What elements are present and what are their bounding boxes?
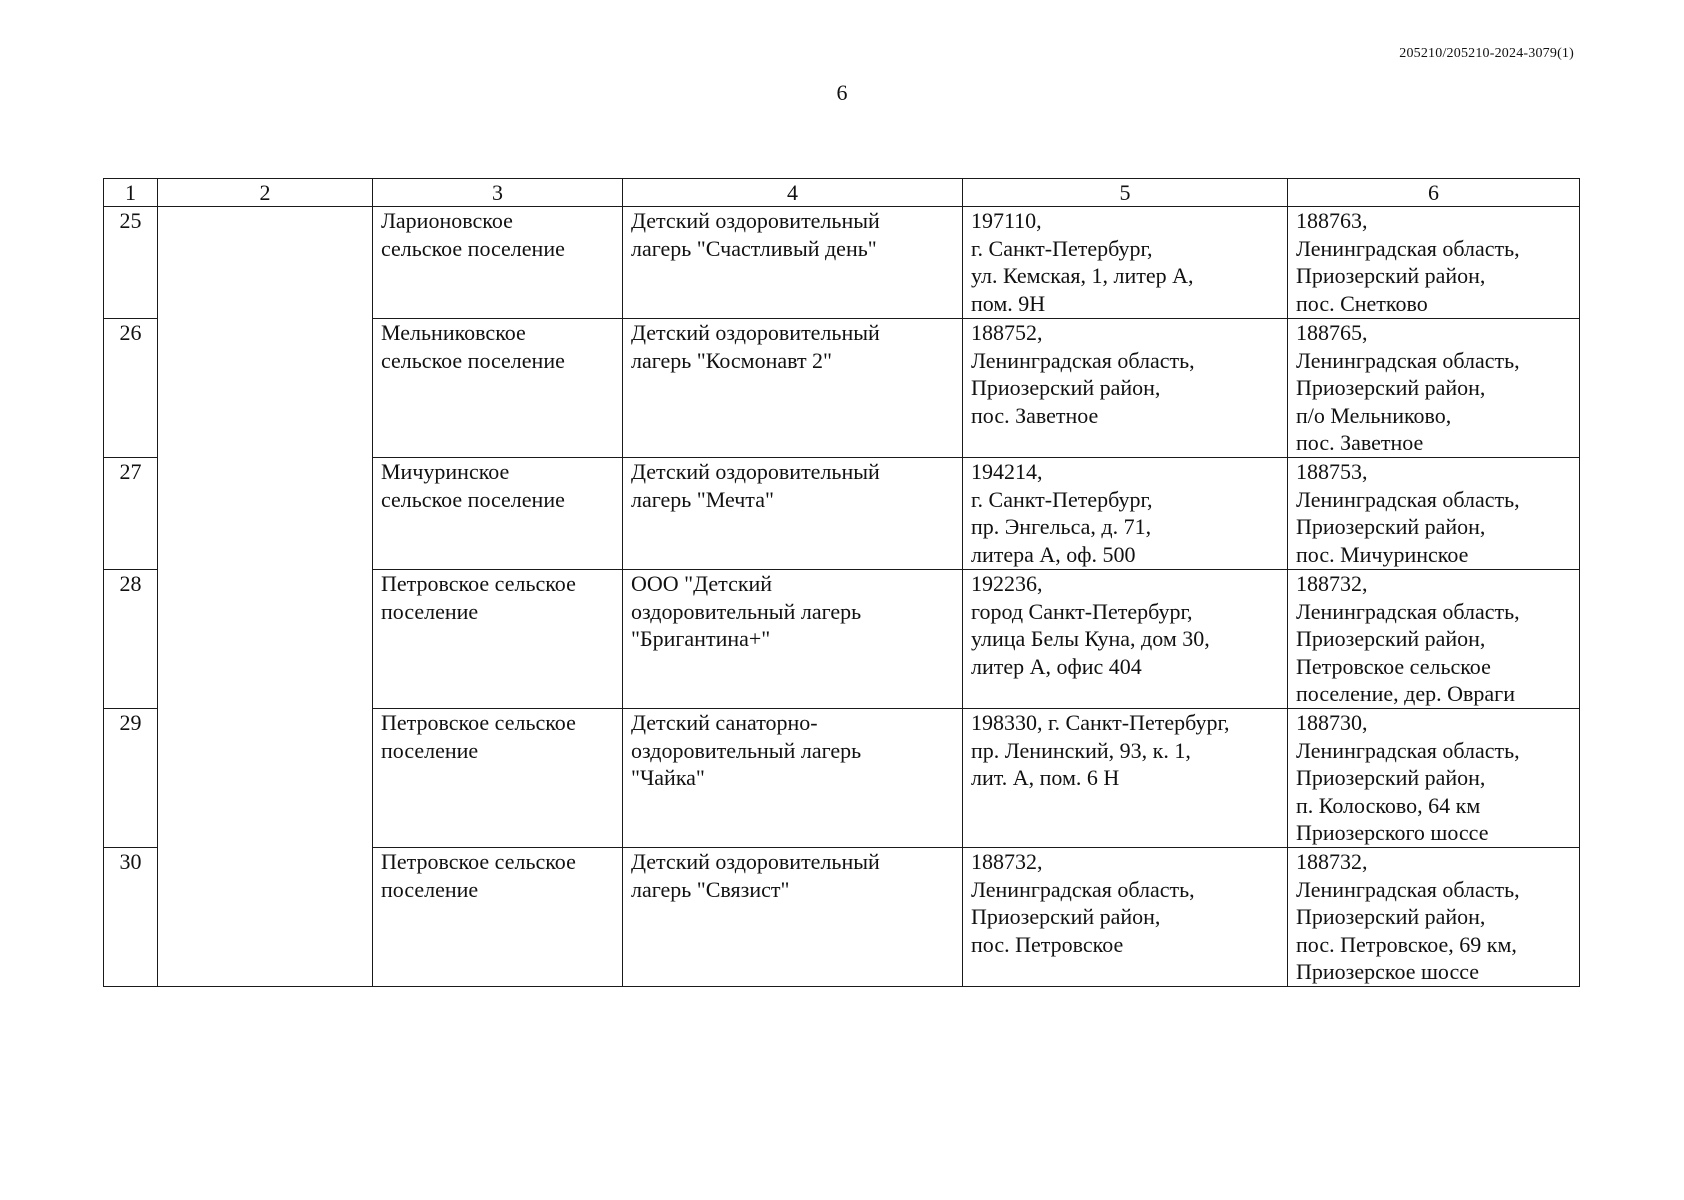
column-header-1: 1 <box>104 179 158 207</box>
legal-address-cell: 188752, Ленинградская область, Приозерский район, пос. Заветное <box>963 319 1288 458</box>
legal-address-cell: 194214, г. Санкт-Петербург, пр. Энгельса, д. 71, литера А, оф. 500 <box>963 458 1288 570</box>
row-number: 29 <box>104 709 158 848</box>
actual-address-cell: 188732, Ленинградская область, Приозерский район, пос. Петровское, 69 км, Приозерское шоссе <box>1288 848 1580 987</box>
organization-cell: Детский оздоровительный лагерь "Счастливый день" <box>623 207 963 319</box>
district-cell <box>158 207 373 987</box>
legal-address-cell: 198330, г. Санкт-Петербург, пр. Ленинский, 93, к. 1, лит. А, пом. 6 Н <box>963 709 1288 848</box>
column-header-3: 3 <box>373 179 623 207</box>
table-body <box>104 207 1580 987</box>
document-id: 205210/205210-2024-3079(1) <box>1399 46 1574 61</box>
column-header-2: 2 <box>158 179 373 207</box>
organization-cell: ООО "Детский оздоровительный лагерь "Бригантина+" <box>623 570 963 709</box>
actual-address-cell: 188753, Ленинградская область, Приозерский район, пос. Мичуринское <box>1288 458 1580 570</box>
table-row <box>104 207 1580 319</box>
row-number: 30 <box>104 848 158 987</box>
column-header-4: 4 <box>623 179 963 207</box>
organization-cell: Детский оздоровительный лагерь "Связист" <box>623 848 963 987</box>
actual-address-cell: 188732, Ленинградская область, Приозерский район, Петровское сельское поселение, дер. Овраги <box>1288 570 1580 709</box>
legal-address-cell: 188732, Ленинградская область, Приозерский район, пос. Петровское <box>963 848 1288 987</box>
column-header-6: 6 <box>1288 179 1580 207</box>
settlement-cell: Петровское сельское поселение <box>373 570 623 709</box>
header-row <box>104 179 1580 207</box>
row-number: 26 <box>104 319 158 458</box>
row-number: 28 <box>104 570 158 709</box>
camps-table <box>103 178 1580 987</box>
row-number: 25 <box>104 207 158 319</box>
actual-address-cell: 188763, Ленинградская область, Приозерский район, пос. Снетково <box>1288 207 1580 319</box>
organization-cell: Детский оздоровительный лагерь "Космонавт 2" <box>623 319 963 458</box>
actual-address-cell: 188730, Ленинградская область, Приозерский район, п. Колосково, 64 км Приозерского шоссе <box>1288 709 1580 848</box>
settlement-cell: Петровское сельское поселение <box>373 848 623 987</box>
organization-cell: Детский санаторно- оздоровительный лагерь "Чайка" <box>623 709 963 848</box>
settlement-cell: Мельниковское сельское поселение <box>373 319 623 458</box>
actual-address-cell: 188765, Ленинградская область, Приозерский район, п/о Мельниково, пос. Заветное <box>1288 319 1580 458</box>
page-number: 6 <box>836 80 848 105</box>
column-header-5: 5 <box>963 179 1288 207</box>
settlement-cell: Мичуринское сельское поселение <box>373 458 623 570</box>
row-number: 27 <box>104 458 158 570</box>
settlement-cell: Ларионовское сельское поселение <box>373 207 623 319</box>
legal-address-cell: 192236, город Санкт-Петербург, улица Белы Куна, дом 30, литер А, офис 404 <box>963 570 1288 709</box>
table-header <box>104 179 1580 207</box>
organization-cell: Детский оздоровительный лагерь "Мечта" <box>623 458 963 570</box>
legal-address-cell: 197110, г. Санкт-Петербург, ул. Кемская, 1, литер А, пом. 9Н <box>963 207 1288 319</box>
settlement-cell: Петровское сельское поселение <box>373 709 623 848</box>
